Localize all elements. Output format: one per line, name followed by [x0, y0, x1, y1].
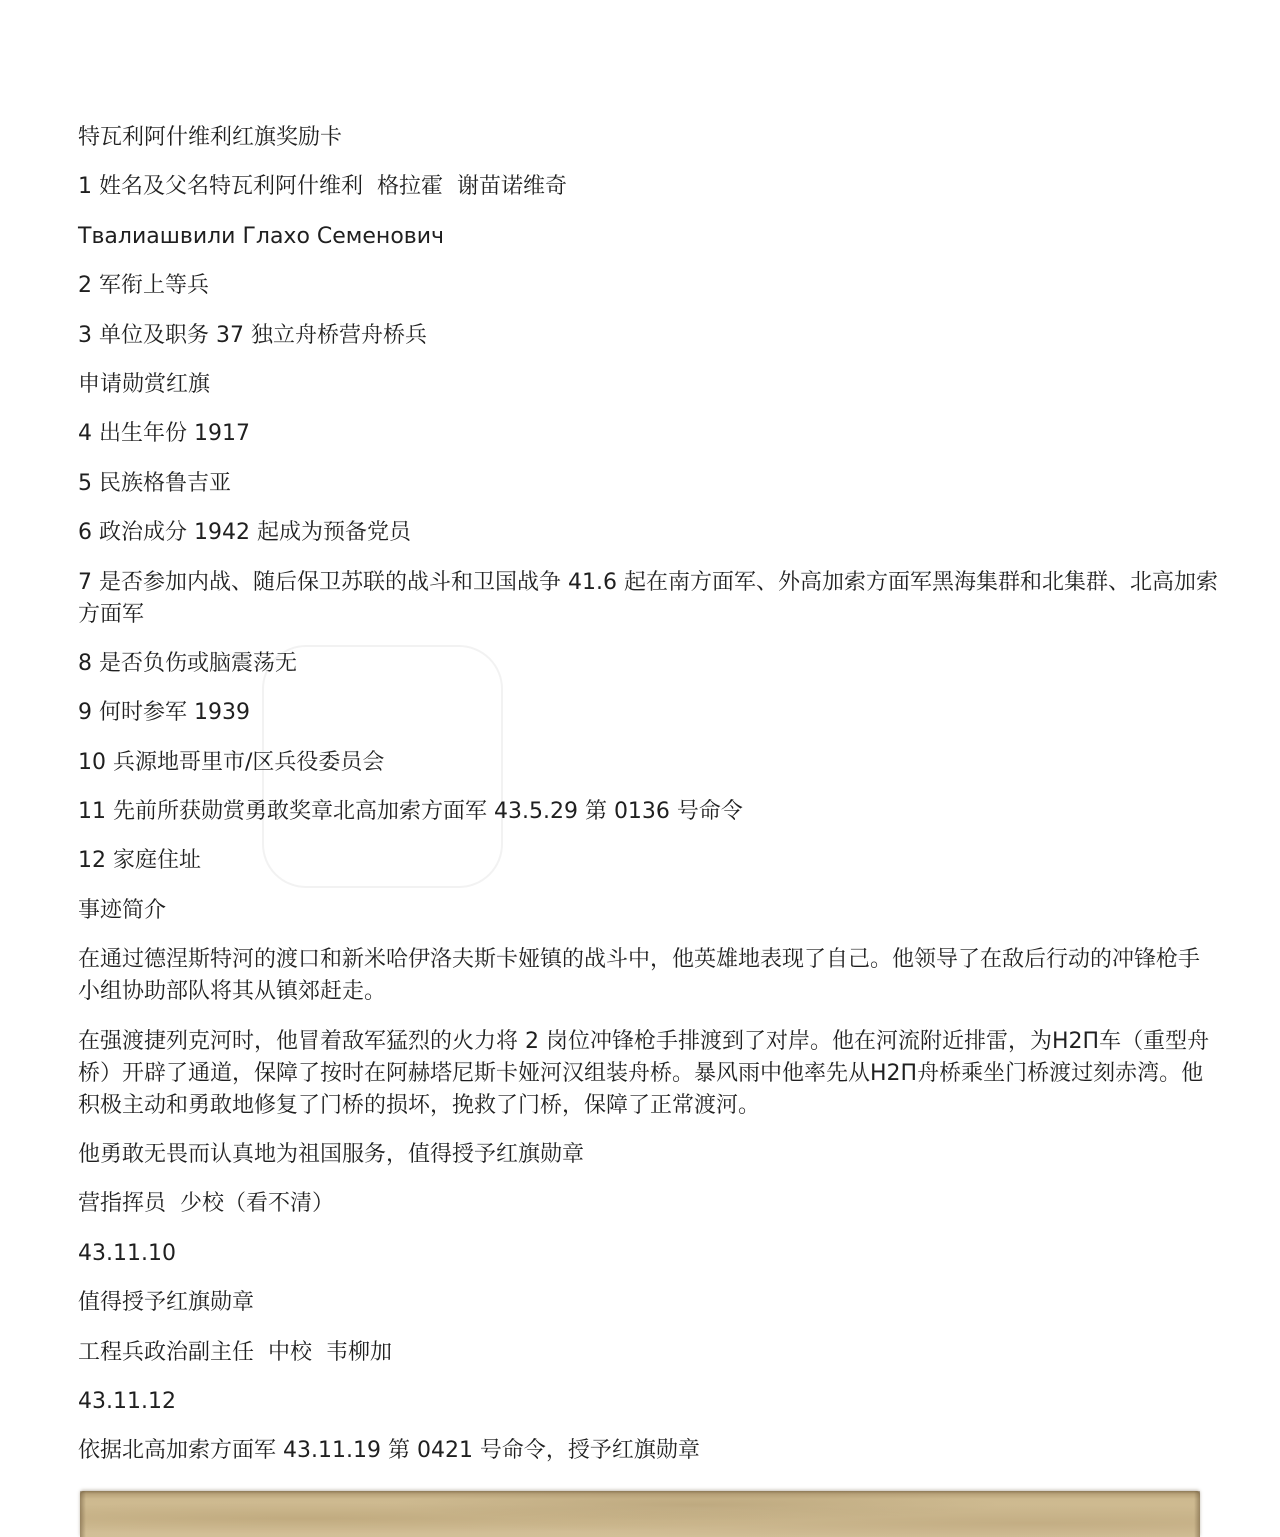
text-line: 43.11.10: [78, 1240, 176, 1266]
document-body: [78, 122, 1218, 1485]
paper-edge: [80, 1491, 86, 1537]
field-11-prior-awards: [78, 796, 1218, 828]
summary-heading: [78, 895, 1218, 927]
paper-edge: [1194, 1491, 1200, 1537]
endorsement: [78, 1287, 1218, 1319]
text-line: 7 是否参加内战、随后保卫苏联的战斗和卫国战争 41.6 起在南方面军、外高加索方面军黑海集群和北集群、北高加索: [78, 569, 1218, 595]
recommendation: [78, 1139, 1218, 1171]
deputy-chief: [78, 1337, 1218, 1369]
text-line: 值得授予红旗勋章: [78, 1290, 255, 1316]
battalion-commander: [78, 1188, 1218, 1220]
field-1-name: [78, 171, 1218, 203]
text-line: 工程兵政治副主任 中校 韦柳加: [78, 1339, 392, 1365]
text-line: 积极主动和勇敢地修复了门桥的损坏，挽救了门桥，保障了正常渡河。: [78, 1092, 761, 1118]
date-1: [78, 1238, 1218, 1270]
text-line: 在通过德涅斯特河的渡口和新米哈伊洛夫斯卡娅镇的战斗中，他英雄地表现了自己。他领导了在敌后行动的冲锋枪手: [78, 947, 1201, 973]
text-line: 11 先前所获勋赏勇敢奖章北高加索方面军 43.5.29 第 0136 号命令: [78, 799, 743, 825]
field-4-birth-year: [78, 418, 1218, 450]
text-line: 事迹简介: [78, 897, 167, 923]
summary-paragraph-1: [78, 944, 1218, 1008]
name-russian: [78, 221, 1218, 253]
text-line: 12 家庭住址: [78, 848, 201, 874]
text-line: 43.11.12: [78, 1388, 176, 1414]
date-2: [78, 1386, 1218, 1418]
text-line: 营指挥员 少校（看不清）: [78, 1191, 334, 1217]
doc-title: [78, 122, 1218, 154]
field-9-enlisted: [78, 697, 1218, 729]
text-line: Твалиашвили Глахо Семенович: [78, 223, 445, 249]
field-6-party: [78, 517, 1218, 549]
text-line: 特瓦利阿什维利红旗奖励卡: [78, 125, 343, 150]
text-line: 桥）开辟了通道，保障了按时在阿赫塔尼斯卡娅河汉组装舟桥。暴风雨中他率先从H2П舟桥乘坐门桥渡过刻赤湾。他: [78, 1060, 1204, 1086]
field-3-unit: [78, 320, 1218, 352]
text-line: 10 兵源地哥里市/区兵役委员会: [78, 749, 385, 775]
text-line: 在强渡捷列克河时，他冒着敌军猛烈的火力将 2 岗位冲锋枪手排渡到了对岸。他在河流附近排雷，为H2П车（重型舟: [78, 1028, 1210, 1054]
field-7-service: [78, 567, 1218, 631]
text-line: 2 军衔上等兵: [78, 273, 209, 299]
text-line: 方面军: [78, 601, 145, 627]
field-12-address: [78, 845, 1218, 877]
text-line: 3 单位及职务 37 独立舟桥营舟桥兵: [78, 322, 427, 348]
text-line: 小组协助部队将其从镇郊赶走。: [78, 979, 387, 1005]
field-2-rank: [78, 270, 1218, 302]
summary-paragraph-2: [78, 1026, 1218, 1122]
award-order: [78, 1435, 1218, 1467]
text-line: 依据北高加索方面军 43.11.19 第 0421 号命令，授予红旗勋章: [78, 1438, 700, 1464]
field-5-nationality: [78, 468, 1218, 500]
text-line: 申请勋赏红旗: [78, 371, 211, 397]
award-requested: [78, 369, 1218, 401]
text-line: 5 民族格鲁吉亚: [78, 470, 231, 496]
text-line: 6 政治成分 1942 起成为预备党员: [78, 520, 411, 546]
field-10-draft-office: [78, 747, 1218, 779]
text-line: 1 姓名及父名特瓦利阿什维利 格拉霍 谢苗诺维奇: [78, 174, 567, 200]
field-8-wounds: [78, 648, 1218, 680]
text-line: 8 是否负伤或脑震荡无: [78, 650, 297, 676]
text-line: 4 出生年份 1917: [78, 421, 250, 447]
text-line: 他勇敢无畏而认真地为祖国服务，值得授予红旗勋章: [78, 1142, 585, 1168]
archival-card-image: [80, 1491, 1200, 1537]
text-line: 9 何时参军 1939: [78, 700, 250, 726]
